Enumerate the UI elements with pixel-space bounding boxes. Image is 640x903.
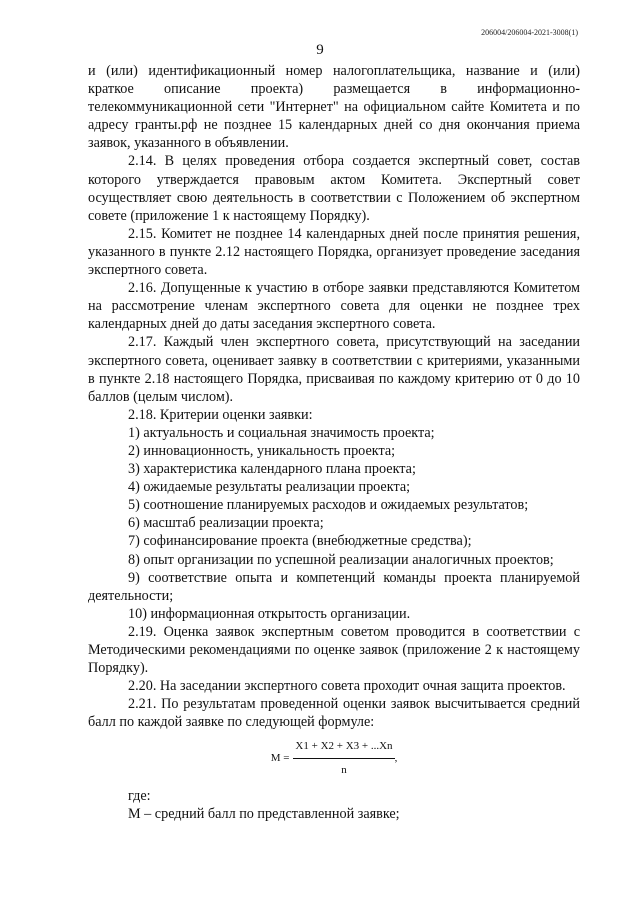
- definition-m: М – средний балл по представленной заявке;: [128, 805, 400, 822]
- paragraph-2-14: 2.14. В целях проведения отбора создается экспертный совет, состав которого утверждается правовым актом Комитета. Экспертный совет осуществляет свою деятельность в соответствии с Положением об экспертном совете (приложение 1 к настоящему Порядку).: [88, 153, 580, 224]
- criterion-item: 8) опыт организации по успешной реализации аналогичных проектов;: [128, 551, 554, 568]
- criterion-item: 5) соотношение планируемых расходов и ожидаемых результатов;: [128, 497, 529, 514]
- paragraph-2-21: 2.21. По результатам проведенной оценки заявок высчитывается средний балл по каждой заявке по следующей формуле:: [88, 696, 580, 731]
- formula-trail: ,: [394, 752, 398, 765]
- criterion-item: 4) ожидаемые результаты реализации проекта;: [128, 479, 411, 496]
- paragraph-2-15: 2.15. Комитет не позднее 14 календарных дней после принятия решения, указанного в пункте 2.12 настоящего Порядка, организует проведение заседания экспертного совета.: [88, 225, 580, 279]
- paragraph-2-20: 2.20. На заседании экспертного совета проходит очная защита проектов.: [128, 678, 566, 695]
- formula-lhs: M =: [270, 752, 290, 765]
- paragraph-2-17: 2.17. Каждый член экспертного совета, присутствующий на заседании экспертного совета, оценивает заявку в соответствии с критериями, указанными в пункте 2.18 настоящего Порядка, присваивая по каждому критерию от 0 до 10 баллов (целым числом).: [88, 334, 580, 405]
- criterion-item: 9) соответствие опыта и компетенций команды проекта планируемой деятельности;: [88, 569, 580, 604]
- document-id: 206004/206004-2021-3008(1): [481, 28, 578, 37]
- criterion-item: 7) софинансирование проекта (внебюджетные средства);: [128, 533, 472, 550]
- formula-fraction: [293, 737, 394, 778]
- paragraph-2-19: 2.19. Оценка заявок экспертным советом проводится в соответствии с Методическими рекомендациями по оценке заявок (приложение 2 к настоящему Порядку).: [88, 623, 580, 677]
- paragraph: и (или) идентификационный номер налогоплательщика, название и (или) краткое описание проекта) размещается в информационно-телекоммуникационной сети "Интернет" на официальном сайте Комитета и по адресу гранты.рф не позднее 15 календарных дней со дня окончания приема заявок, указанного в объявлении.: [88, 63, 580, 152]
- paragraph-2-16: 2.16. Допущенные к участию в отборе заявки представляются Комитетом на рассмотрение членам экспертного совета для оценки не позднее трех календарных дней до даты заседания экспертного совета.: [88, 280, 580, 333]
- criterion-item: 6) масштаб реализации проекта;: [128, 515, 324, 532]
- criterion-item: 1) актуальность и социальная значимость проекта;: [128, 424, 435, 441]
- average-score-formula: [88, 737, 580, 778]
- criterion-item: 10) информационная открытость организации.: [128, 605, 411, 622]
- document-body: [88, 62, 580, 823]
- formula-numerator: X1 + X2 + X3 + ...Xn: [293, 737, 394, 758]
- where-label: где:: [128, 787, 151, 804]
- paragraph-2-18: 2.18. Критерии оценки заявки:: [128, 406, 313, 423]
- criterion-item: 2) инновационность, уникальность проекта;: [128, 442, 396, 459]
- formula-denominator: n: [341, 763, 347, 776]
- page-number: 9: [316, 42, 324, 58]
- criterion-item: 3) характеристика календарного плана проекта;: [128, 461, 416, 478]
